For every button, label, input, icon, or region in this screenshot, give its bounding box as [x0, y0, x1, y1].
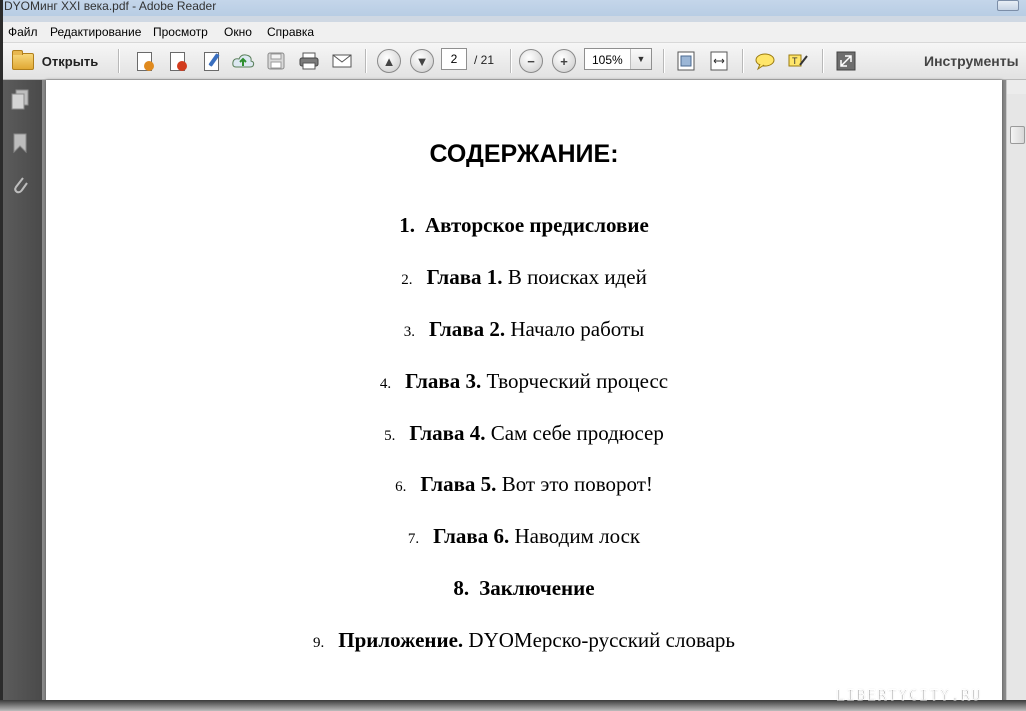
scrollbar-thumb[interactable] [1010, 126, 1025, 144]
chevron-down-icon[interactable]: ▼ [630, 49, 651, 69]
toc-item [46, 524, 1002, 549]
contents-heading: СОДЕРЖАНИЕ: [429, 140, 619, 168]
toolbar-separator [510, 49, 511, 73]
bookmarks-panel-button[interactable] [10, 132, 30, 154]
window-title: DYOМинг XXI века.pdf - Adobe Reader [4, 0, 217, 13]
save-icon [266, 51, 286, 71]
toc-item [46, 628, 1002, 653]
pages-panel-button[interactable] [10, 88, 30, 110]
combine-files-button[interactable] [165, 48, 189, 74]
open-button-label: Открыть [41, 53, 99, 69]
plus-icon: + [552, 49, 576, 73]
window-frame [0, 0, 3, 711]
create-pdf-button[interactable] [132, 48, 156, 74]
comment-button[interactable] [753, 48, 777, 74]
toolbar-separator [663, 49, 664, 73]
minimize-button[interactable] [997, 0, 1019, 11]
toc-item-text: Сам себе продюсер [485, 421, 664, 445]
previous-page-button[interactable] [377, 48, 401, 74]
toc-item-number: 9. [313, 635, 325, 651]
fit-page-icon [675, 50, 697, 72]
attachments-panel-button[interactable] [10, 174, 30, 196]
pdf-page [46, 80, 1002, 711]
zoom-out-button[interactable] [519, 48, 543, 74]
print-button[interactable] [297, 48, 321, 74]
toc-item-title: Глава 2. [428, 317, 506, 341]
toc-item-text: В поисках идей [502, 265, 647, 289]
printer-icon [298, 51, 320, 71]
combine-files-icon [166, 50, 188, 72]
page-number-input[interactable]: 2 [441, 48, 467, 70]
open-button[interactable] [6, 48, 104, 74]
highlight-button[interactable] [786, 48, 810, 74]
menu-window[interactable]: Окно [224, 25, 252, 39]
toolbar-separator [118, 49, 119, 73]
toolbar-separator [365, 49, 366, 73]
menu-view[interactable]: Просмотр [153, 25, 208, 39]
toc-item-title: Глава 4. [409, 421, 486, 445]
vertical-scrollbar[interactable] [1006, 80, 1026, 711]
envelope-icon [331, 52, 353, 70]
document-area[interactable] [42, 80, 1006, 711]
create-pdf-icon [133, 50, 155, 72]
email-button[interactable] [330, 48, 354, 74]
menu-bar [0, 22, 1026, 43]
toc-item [46, 421, 1002, 446]
full-screen-button[interactable] [834, 48, 858, 74]
watermark-logo: LIBERTYCITY.RU [836, 688, 983, 704]
menu-help[interactable]: Справка [267, 25, 315, 39]
toc-item [46, 369, 1002, 394]
fit-width-icon [708, 50, 730, 72]
zoom-in-button[interactable] [552, 48, 576, 74]
page-count: / 21 [474, 53, 495, 67]
attachments-icon [10, 174, 30, 196]
toc-item-title: Глава 1. [426, 265, 503, 289]
toc-item-title: Глава 6. [433, 524, 510, 548]
toc-item-number: 7. [407, 531, 420, 547]
pages-icon [10, 88, 30, 110]
toc-item [46, 213, 1002, 238]
toc-item-text: Начало работы [505, 317, 645, 341]
toc-item-text: Наводим лоск [509, 524, 641, 548]
menu-file[interactable]: Файл [8, 25, 38, 39]
toc-item [46, 576, 1002, 601]
toc-item-title: Авторское предисловие [424, 213, 649, 237]
toc-item-number: 2. [401, 272, 413, 288]
toc-item [46, 265, 1002, 290]
edit-document-icon [200, 50, 222, 72]
toc-item-text: DYOMерско-русский словарь [463, 628, 735, 652]
scroll-up-arrow[interactable] [1007, 80, 1026, 94]
navigation-panel [0, 80, 42, 711]
toc-item-title: Глава 3. [405, 369, 482, 393]
toc-item-text: Творческий процесс [481, 369, 669, 393]
arrow-down-icon: ▼ [410, 49, 434, 73]
upload-button[interactable] [231, 48, 255, 74]
menu-edit[interactable]: Редактирование [50, 25, 142, 39]
toc-item-title: Заключение [479, 576, 595, 600]
edit-document-button[interactable] [199, 48, 223, 74]
next-page-button[interactable] [410, 48, 434, 74]
toc-item-title: Приложение. [338, 628, 464, 652]
toc-item-number: 8. [453, 576, 470, 600]
toolbar [0, 43, 1026, 80]
toc-item-number: 3. [403, 324, 415, 340]
minus-icon: − [519, 49, 543, 73]
toolbar-separator [822, 49, 823, 73]
zoom-value: 105% [592, 53, 623, 67]
folder-icon [12, 53, 34, 70]
fit-width-button[interactable] [707, 48, 731, 74]
toc-item [46, 317, 1002, 342]
save-button[interactable] [264, 48, 288, 74]
expand-icon [835, 50, 857, 72]
bookmarks-icon [10, 132, 30, 154]
toc-item-number: 5. [384, 428, 396, 444]
toolbar-separator [742, 49, 743, 73]
toc-item-text: Вот это поворот! [496, 472, 653, 496]
speech-bubble-icon [754, 51, 776, 71]
highlight-text-icon [787, 51, 809, 71]
title-bar [0, 0, 1026, 16]
toc-item [46, 472, 1002, 497]
toc-item-title: Глава 5. [420, 472, 497, 496]
toc-item-number: 6. [395, 479, 407, 495]
fit-page-button[interactable] [674, 48, 698, 74]
tools-panel-button[interactable]: Инструменты [924, 53, 1019, 69]
svg-text:T: T [792, 56, 798, 66]
toc-item-number: 4. [379, 376, 392, 392]
toc-item-number: 1. [399, 213, 415, 237]
cloud-upload-icon [231, 51, 255, 71]
arrow-up-icon: ▲ [377, 49, 401, 73]
zoom-select[interactable] [584, 48, 652, 70]
